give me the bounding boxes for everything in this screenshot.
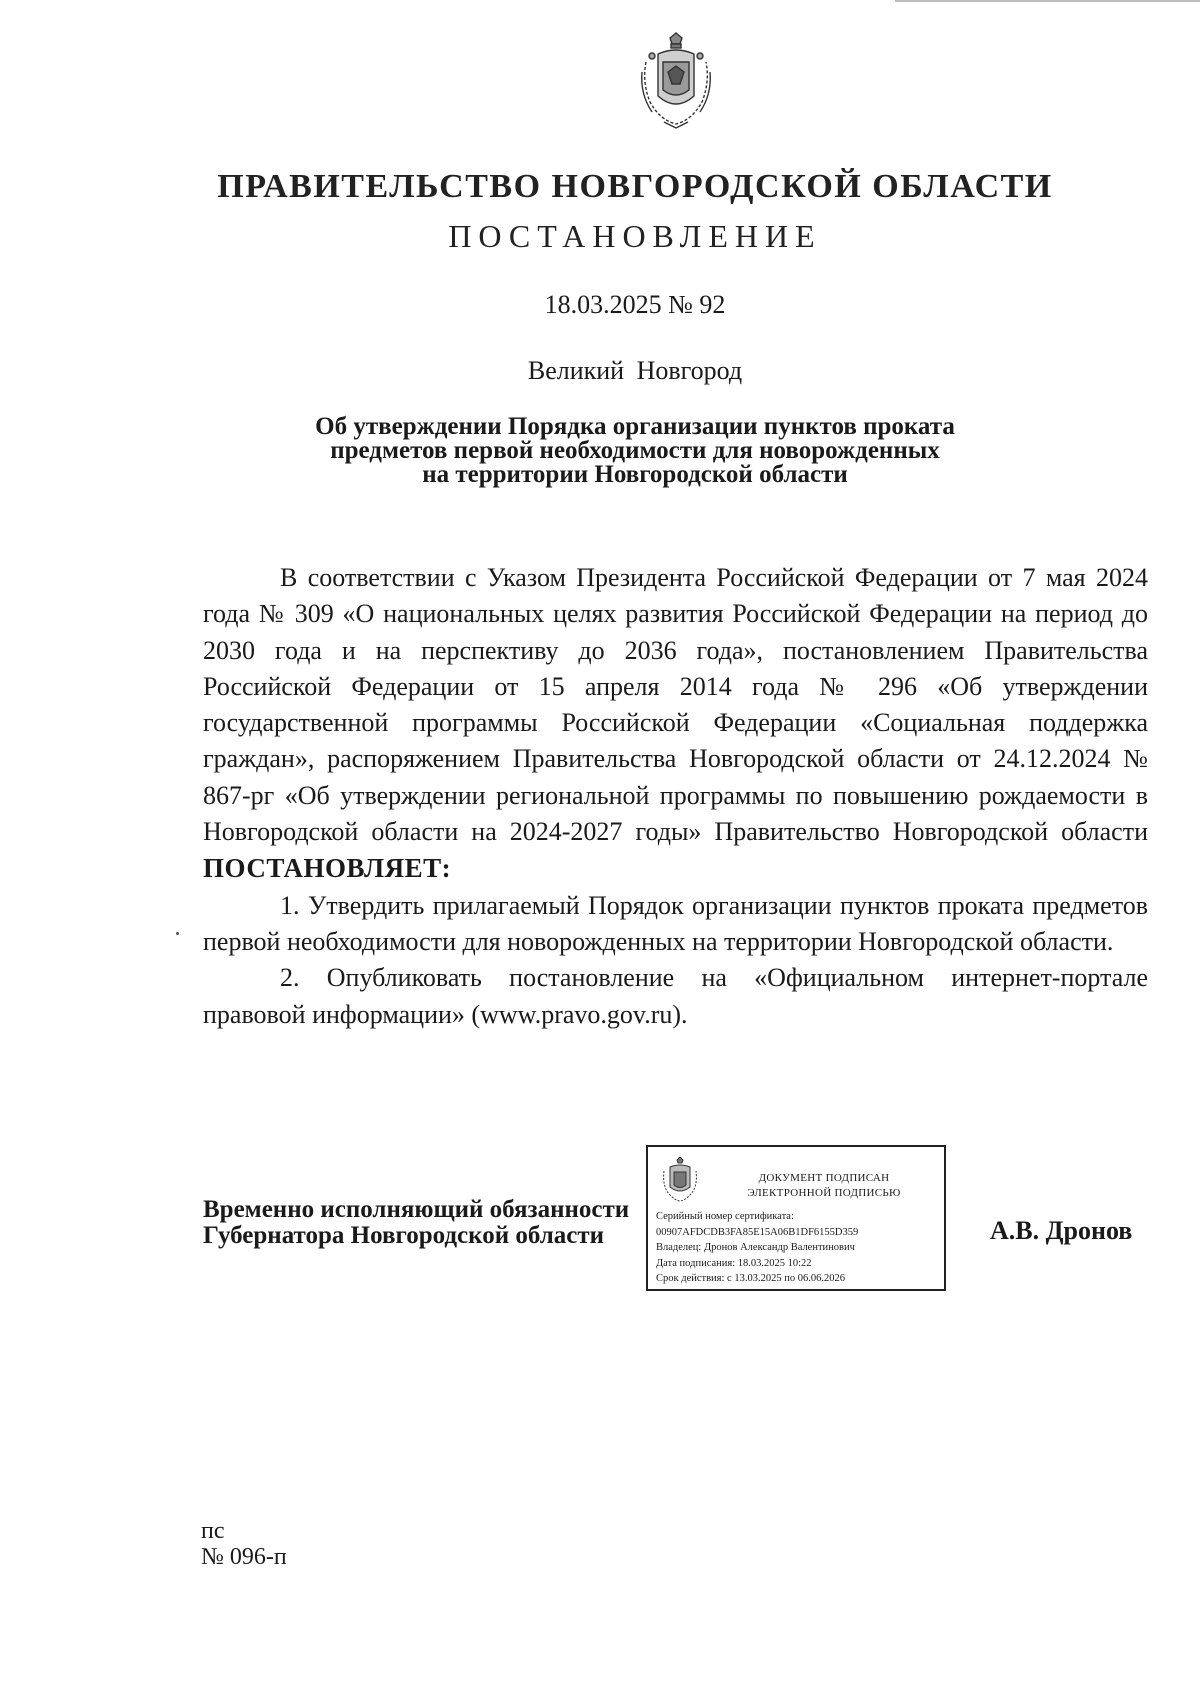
place-of-issue: Великий Новгород xyxy=(527,356,743,385)
code-line: пс xyxy=(201,1518,225,1544)
stamp-serial-label: Серийный номер сертификата: xyxy=(656,1211,794,1222)
resolution-item: 2. Опубликовать постановление на «Официальном интернет-портале правовой информации» (www.pravo.gov.ru). xyxy=(203,963,1148,1029)
stamp-signed-date: Дата подписания: 18.03.2025 10:22 xyxy=(656,1257,812,1269)
stamp-details xyxy=(656,1209,944,1287)
stamp-heading-line: ДОКУМЕНТ ПОДПИСАН xyxy=(758,1172,890,1184)
scan-edge-line xyxy=(895,0,1200,2)
document-code xyxy=(201,1518,287,1570)
preamble-text: В соответствии с Указом Президента Российской Федерации от 7 мая 2024 года № 309 «О национальных целях развития Российской Федерации на период до 2030 года и на перспективу до 2036 года», постановлением Правительства Российской Федерации от 15 апреля 2014 года № 296 «Об утверждении государственной программы Российской Федерации «Социальная поддержка граждан», распоряжением Правительства Новгородской области от 24.12.2024 № 867-рг «Об утверждении региональной программы по повышению рождаемости в Новгородской области на 2024-2027 годы» Правительство Новгородской области xyxy=(203,563,1148,847)
stamp-heading xyxy=(708,1171,940,1201)
organization-title: ПРАВИТЕЛЬСТВО НОВГОРОДСКОЙ ОБЛАСТИ xyxy=(217,168,1053,205)
signatory-position xyxy=(203,1197,629,1249)
resolution-item: 1. Утвердить прилагаемый Порядок организации пунктов проката предметов первой необходимости для новорожденных на территории Новгородской области. xyxy=(203,890,1148,956)
date-and-number: 18.03.2025 № 92 xyxy=(544,290,726,319)
stamp-owner: Владелец: Дронов Александр Валентинович xyxy=(656,1242,855,1253)
document-body xyxy=(203,560,1148,1033)
subject-line: на территории Новгородской области xyxy=(422,461,848,488)
preamble-paragraph xyxy=(203,560,1148,888)
subject-line: предметов первой необходимости для новорожденных xyxy=(330,437,940,464)
code-line: № 096-п xyxy=(201,1544,287,1570)
subject-line: Об утверждении Порядка организации пунктов проката xyxy=(315,413,955,440)
stamp-validity: Срок действия: с 13.03.2025 по 06.06.2026 xyxy=(656,1273,845,1284)
electronic-signature-stamp xyxy=(646,1145,946,1291)
stamp-serial: 00907AFDCDB3FA85E15A06B1DF6155D359 xyxy=(656,1226,859,1238)
position-line: Губернатора Новгородской области xyxy=(203,1222,605,1249)
position-line: Временно исполняющий обязанности xyxy=(203,1196,630,1223)
document-subject xyxy=(200,415,1070,487)
coat-of-arms-icon xyxy=(636,32,716,130)
stamp-heading-line: ЭЛЕКТРОННОЙ ПОДПИСЬЮ xyxy=(747,1187,901,1199)
stamp-coat-of-arms-icon xyxy=(660,1157,700,1203)
signatory-name: А.В. Дронов xyxy=(990,1216,1133,1245)
document-type: ПОСТАНОВЛЕНИЕ xyxy=(448,218,822,254)
scan-speck xyxy=(176,932,179,935)
resolves-word: ПОСТАНОВЛЯЕТ: xyxy=(203,853,452,884)
